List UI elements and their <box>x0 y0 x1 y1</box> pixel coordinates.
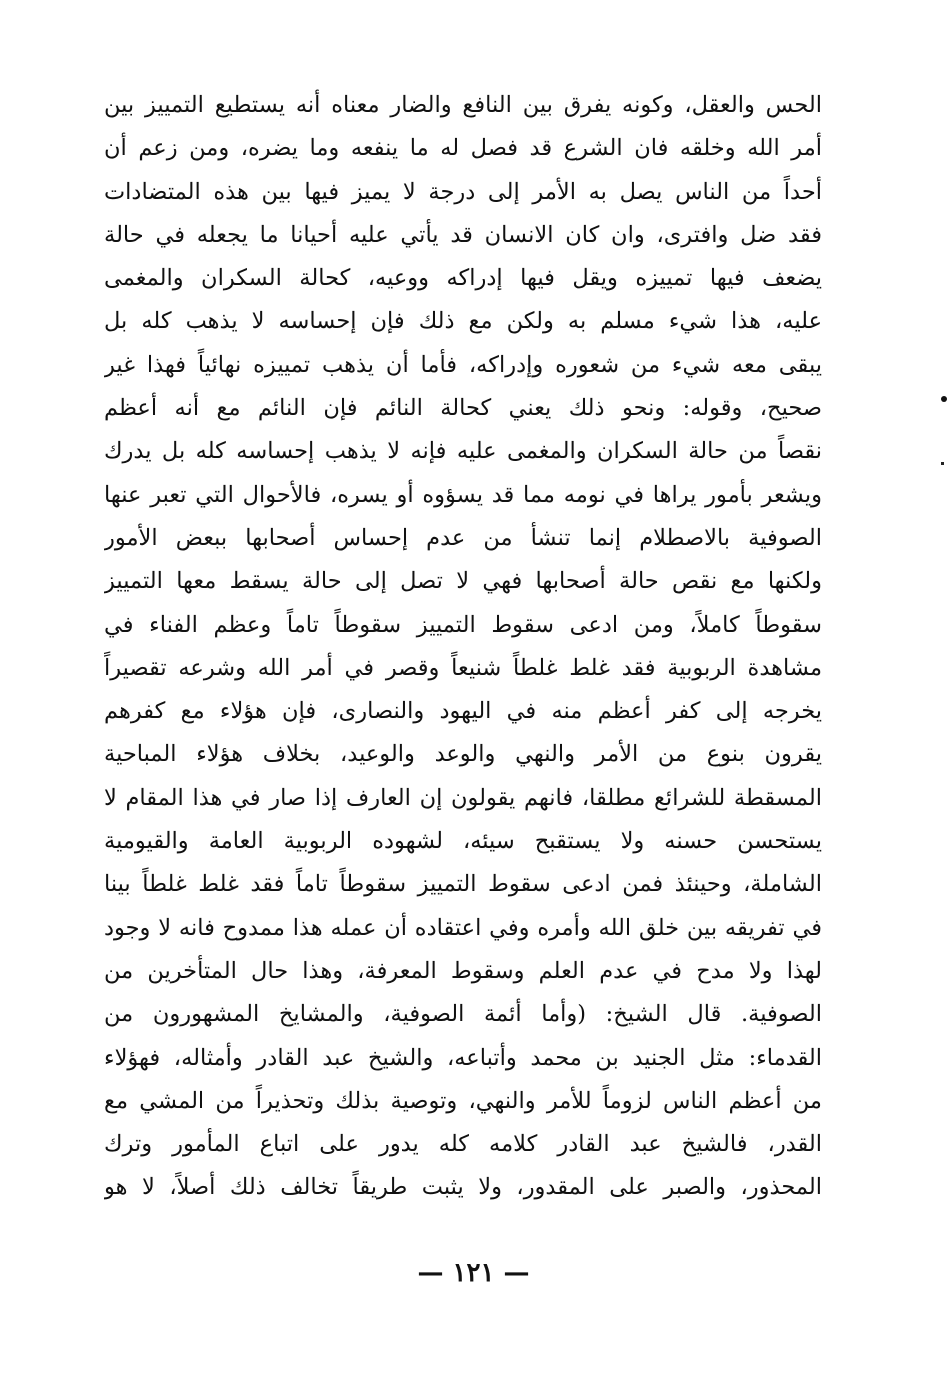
text-line: أمر الله وخلقه فان الشرع قد فصل له ما ينفعه وما يضره، ومن زعم أن <box>104 135 822 162</box>
text-line: الصوفية. قال الشيخ: (وأما أئمة الصوفية، والمشايخ المشهورون من <box>104 1001 822 1028</box>
margin-mark <box>941 396 947 402</box>
text-line: أحداً من الناس يصل به الأمر إلى درجة لا يميز فيها بين هذه المتضادات <box>104 178 822 205</box>
text-line: لهذا ولا مدح في عدم العلم وسقوط المعرفة، وهذا حال المتأخرين من <box>104 957 822 984</box>
text-line: في تفريقه بين خلق الله وأمره وفي اعتقاده أن عمله هذا ممدوح فانه لا وجود <box>104 914 822 941</box>
text-line: يبقى معه شيء من شعوره وإدراكه، فأما أن يذهب تمييزه نهائياً فهذا غير <box>104 351 822 378</box>
text-line: صحيح، وقوله: ونحو ذلك يعني كحالة النائم فإن النائم مع أنه أعظم <box>104 395 822 422</box>
text-line: ويشعر بأمور يراها في نومه مما قد يسؤوه أو يسره، فالأحوال التي تعبر عنها <box>104 481 822 508</box>
text-line: المسقطة للشرائع مطلقا، فانهم يقولون إن العارف إذا صار في هذا المقام لا <box>104 784 822 811</box>
page-number: — ١٢١ — <box>417 1258 530 1288</box>
text-line: الشاملة، وحينئذ فمن ادعى سقوط التمييز سقوطاً تاماً فقد غلط غلطاً بينا <box>104 871 822 898</box>
text-line: القدماء: مثل الجنيد بن محمد وأتباعه، والشيخ عبد القادر وأمثاله، فهؤلاء <box>104 1044 822 1071</box>
text-line: ولكنها مع نقص حالة أصحابها فهي لا تصل إلى حالة يسقط معها التمييز <box>104 568 822 595</box>
text-line: يضعف فيها تمييزه ويقل فيها إدراكه ووعيه، كحالة السكران والمغمى <box>104 265 822 292</box>
text-line: يقرون بنوع من الأمر والنهي والوعد والوعيد، بخلاف هؤلاء المباحية <box>104 741 822 768</box>
text-line: عليه، هذا شيء مسلم به ولكن مع ذلك فإن إحساسه لا يذهب كله بل <box>104 308 822 335</box>
text-line: الحس والعقل، وكونه يفرق بين النافع والضار معناه أنه يستطيع التمييز بين <box>104 92 822 118</box>
text-line: من أعظم الناس لزوماً للأمر والنهي، وتوصية بذلك وتحذيراً من المشي مع <box>104 1087 822 1114</box>
text-line: القدر، فالشيخ عبد القادر كلامه كله يدور على اتباع المأمور وترك <box>104 1131 822 1158</box>
margin-mark <box>941 462 944 465</box>
text-line: مشاهدة الربوبية فقد غلط غلطاً شنيعاً وقصر في أمر الله وشرعه تقصيراً <box>104 654 822 681</box>
text-line: يستحسن حسنه ولا يستقبح سيئه، لشهوده الربوبية العامة والقيومية <box>104 828 822 855</box>
body-text <box>104 84 822 1210</box>
text-line: الصوفية بالاصطلام إنما تنشأ من عدم إحساس أصحابها ببعض الأمور <box>104 524 822 551</box>
text-line: يخرجه إلى كفر أعظم منه في اليهود والنصارى، فإن هؤلاء مع كفرهم <box>104 698 822 725</box>
text-line: نقصاً من حالة السكران والمغمى عليه فإنه لا يذهب إحساسه كله بل يدرك <box>104 438 822 465</box>
text-line: فقد ضل وافترى، وان كان الانسان قد يأتي عليه أحيانا ما يجعله في حالة <box>104 221 822 248</box>
text-line: المحذور، والصبر على المقدور، ولا يثبت طريقاً تخالف ذلك أصلاً، لا هو <box>104 1174 822 1201</box>
text-line: سقوطاً كاملاً، ومن ادعى سقوط التمييز سقوطاً تاماً وعظم الفناء في <box>104 611 822 638</box>
